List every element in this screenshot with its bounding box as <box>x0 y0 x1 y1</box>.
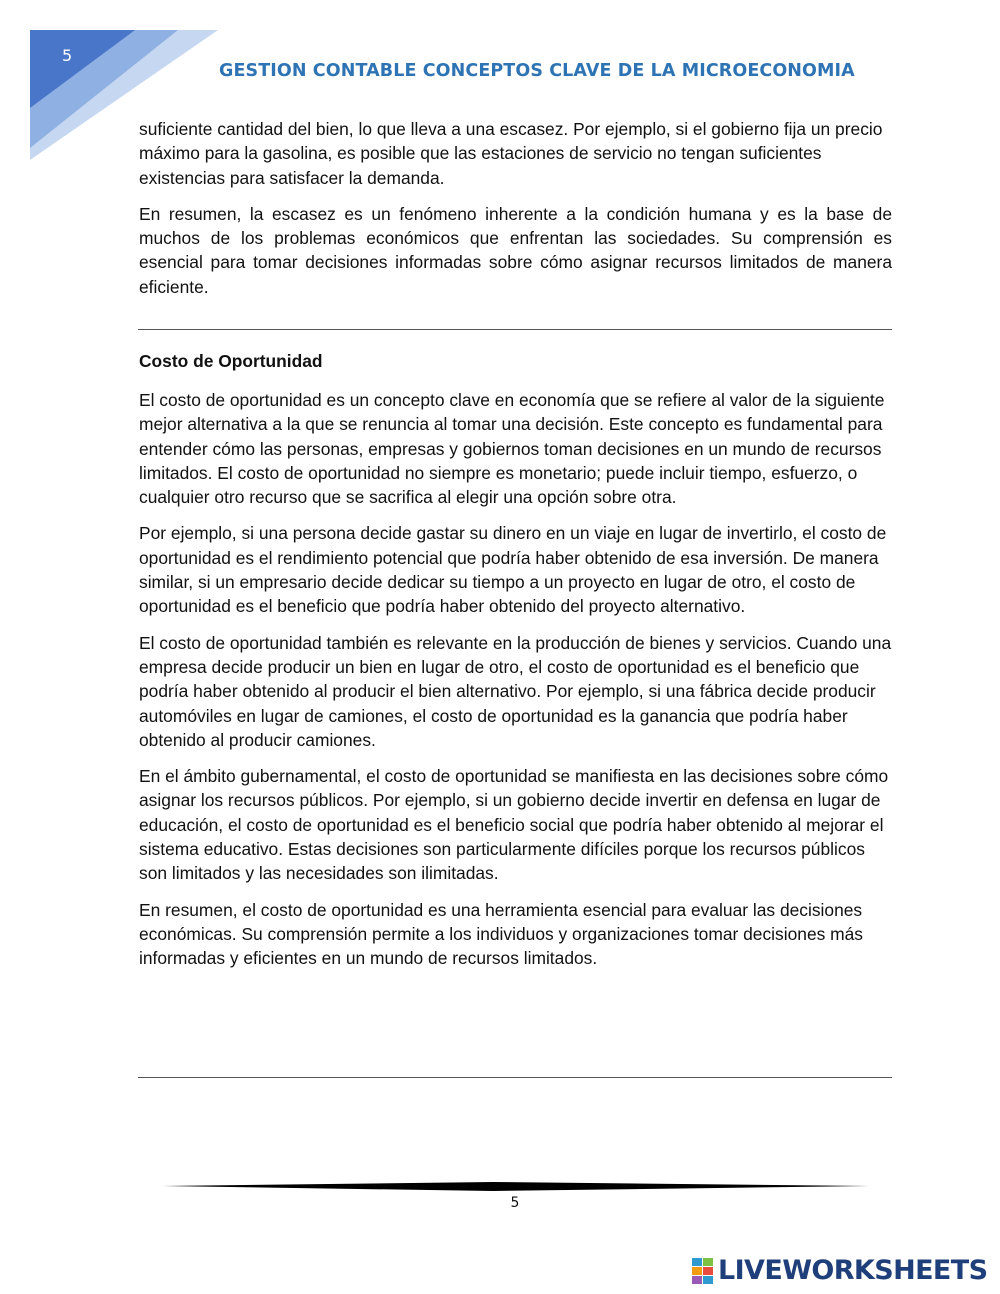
section-paragraph-1: El costo de oportunidad es un concepto clave en economía que se refiere al valor de la siguiente mejor alternativa a la que se renuncia al tomar una decisión. Este concepto es fundamental para entender cómo las personas, empresas y gobiernos toman decisiones en un mundo de recursos limitados. El costo de oportunidad no siempre es monetario; puede incluir tiempo, esfuerzo, o cualquier otro recurso que se sacrifica al elegir una opción sobre otra. <box>139 390 885 508</box>
footer-rule <box>163 1178 869 1194</box>
footer-page-number: 5 <box>510 1195 520 1211</box>
section-paragraph-4: En el ámbito gubernamental, el costo de oportunidad se manifiesta en las decisiones sobre cómo asignar los recursos públicos. Por ejemplo, si un gobierno decide invertir en defensa en lugar de educación, el costo de oportunidad es el beneficio social que podría haber obtenido al mejorar el sistema educativo. Estas decisiones son particularmente difíciles porque los recursos públicos son limitados y las necesidades son ilimitadas. <box>139 766 889 884</box>
section-body <box>139 388 892 971</box>
header-page-number: 5 <box>62 46 73 65</box>
intro-block <box>139 117 892 299</box>
logo-blocks-icon <box>692 1258 714 1284</box>
section-divider-bottom <box>138 1077 892 1078</box>
liveworksheets-logo <box>692 1255 987 1286</box>
section-paragraph-5: En resumen, el costo de oportunidad es una herramienta esencial para evaluar las decisiones económicas. Su comprensión permite a los individuos y organizaciones tomar decisiones más informadas y eficientes en un mundo de recursos limitados. <box>139 899 863 969</box>
document-header-title: GESTION CONTABLE CONCEPTOS CLAVE DE LA MICROECONOMIA <box>219 61 855 81</box>
section-divider-top <box>138 329 892 330</box>
intro-paragraph-1: suficiente cantidad del bien, lo que lleva a una escasez. Por ejemplo, si el gobierno fija un precio máximo para la gasolina, es posible que las estaciones de servicio no tengan suficientes existencias para satisfacer la demanda. <box>139 119 883 188</box>
section-paragraph-2: Por ejemplo, si una persona decide gastar su dinero en un viaje en lugar de invertirlo, el costo de oportunidad es el rendimiento potencial que podría haber obtenido de esa inversión. De manera similar, si un empresario decide dedicar su tiempo a un proyecto en lugar de otro, el costo de oportunidad es el beneficio que podría haber obtenido del proyecto alternativo. <box>139 523 887 617</box>
section-paragraph-3: El costo de oportunidad también es relevante en la producción de bienes y servicios. Cuando una empresa decide producir un bien en lugar de otro, el costo de oportunidad es el beneficio que podría haber obtenido al producir el bien alternativo. Por ejemplo, si una fábrica decide producir automóviles en lugar de camiones, el costo de oportunidad es la ganancia que podría haber obtenido al producir camiones. <box>139 632 892 750</box>
logo-text: LIVEWORKSHEETS <box>718 1255 988 1286</box>
section-heading: Costo de Oportunidad <box>139 351 323 371</box>
intro-paragraph-2: En resumen, la escasez es un fenómeno inherente a la condición humana y es la base de muchos de los problemas económicos que enfrentan las sociedades. Su comprensión es esencial para tomar decisiones informadas sobre cómo asignar recursos limitados de manera eficiente. <box>139 203 892 297</box>
